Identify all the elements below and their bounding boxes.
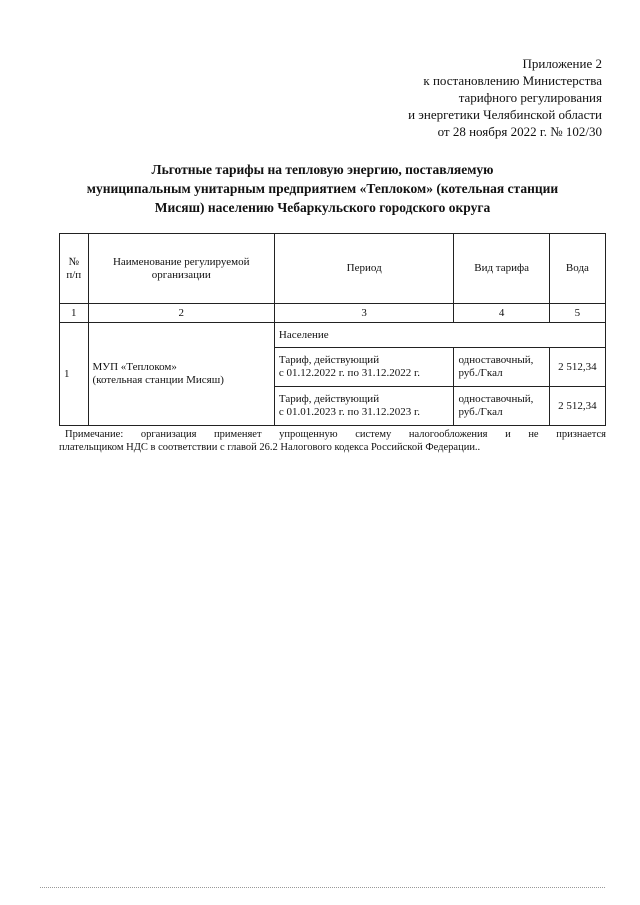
header-organization-line: организации (151, 268, 211, 281)
column-number: 1 (60, 304, 89, 323)
header-number (60, 234, 89, 304)
table-header-row (60, 234, 606, 304)
tariff-kind-line: одноставочный, (458, 354, 534, 366)
footnote-line: плательщиком НДС в соответствии с главой 26.2 Налогового кодекса Российской Федерации.. (59, 442, 481, 453)
column-number: 4 (454, 304, 549, 323)
header-period: Период (274, 234, 454, 304)
organization-name (88, 323, 274, 426)
tariff-value: 2 512,34 (549, 387, 605, 426)
tariff-period (274, 387, 454, 426)
header-organization-line: Наименование регулируемой (112, 255, 250, 268)
tariff-period-line: Тариф, действующий (278, 393, 380, 405)
approval-line: Приложение 2 (522, 56, 602, 71)
tariff-table (59, 233, 606, 426)
organization-name-line: (котельная станции Мисяш) (92, 374, 224, 386)
table-row (60, 323, 606, 348)
scan-artifact-line (40, 887, 605, 888)
tariff-kind (454, 348, 549, 387)
tariff-value: 2 512,34 (549, 348, 605, 387)
tariff-kind-line: одноставочный, (458, 393, 534, 405)
approval-line: тарифного регулирования (458, 90, 602, 105)
tariff-period (274, 348, 454, 387)
column-number: 2 (88, 304, 274, 323)
organization-name-line: МУП «Теплоком» (92, 361, 177, 373)
title-line: муниципальным унитарным предприятием «Теплоком» (котельная станции (86, 181, 559, 196)
title-line: Мисяш) населению Чебаркульского городского округа (154, 200, 491, 215)
footnote-line: Примечание: организация применяет упрощенную систему налогообложения и не признается (65, 429, 606, 440)
tariff-kind-line: руб./Гкал (458, 406, 503, 418)
tariff-kind (454, 387, 549, 426)
tariff-period-line: Тариф, действующий (278, 354, 380, 366)
approval-line: к постановлению Министерства (423, 73, 602, 88)
footnote (59, 428, 606, 454)
approval-block (340, 55, 602, 140)
column-number: 3 (274, 304, 454, 323)
header-tariff-kind: Вид тарифа (454, 234, 549, 304)
header-organization (88, 234, 274, 304)
tariff-period-line: с 01.12.2022 г. по 31.12.2022 г. (278, 367, 420, 379)
approval-line: от 28 ноября 2022 г. № 102/30 (437, 124, 602, 139)
tariff-period-line: с 01.01.2023 г. по 31.12.2023 г. (278, 406, 420, 418)
tariff-kind-line: руб./Гкал (458, 367, 503, 379)
column-number-row (60, 304, 606, 323)
consumer-group: Население (274, 323, 605, 348)
document-title (40, 160, 605, 217)
title-line: Льготные тарифы на тепловую энергию, поставляемую (151, 162, 494, 177)
column-number: 5 (549, 304, 605, 323)
approval-line: и энергетики Челябинской области (408, 107, 602, 122)
header-water: Вода (549, 234, 605, 304)
header-number-line: п/п (66, 268, 82, 281)
header-number-line: № (68, 255, 80, 268)
row-number: 1 (60, 323, 89, 426)
